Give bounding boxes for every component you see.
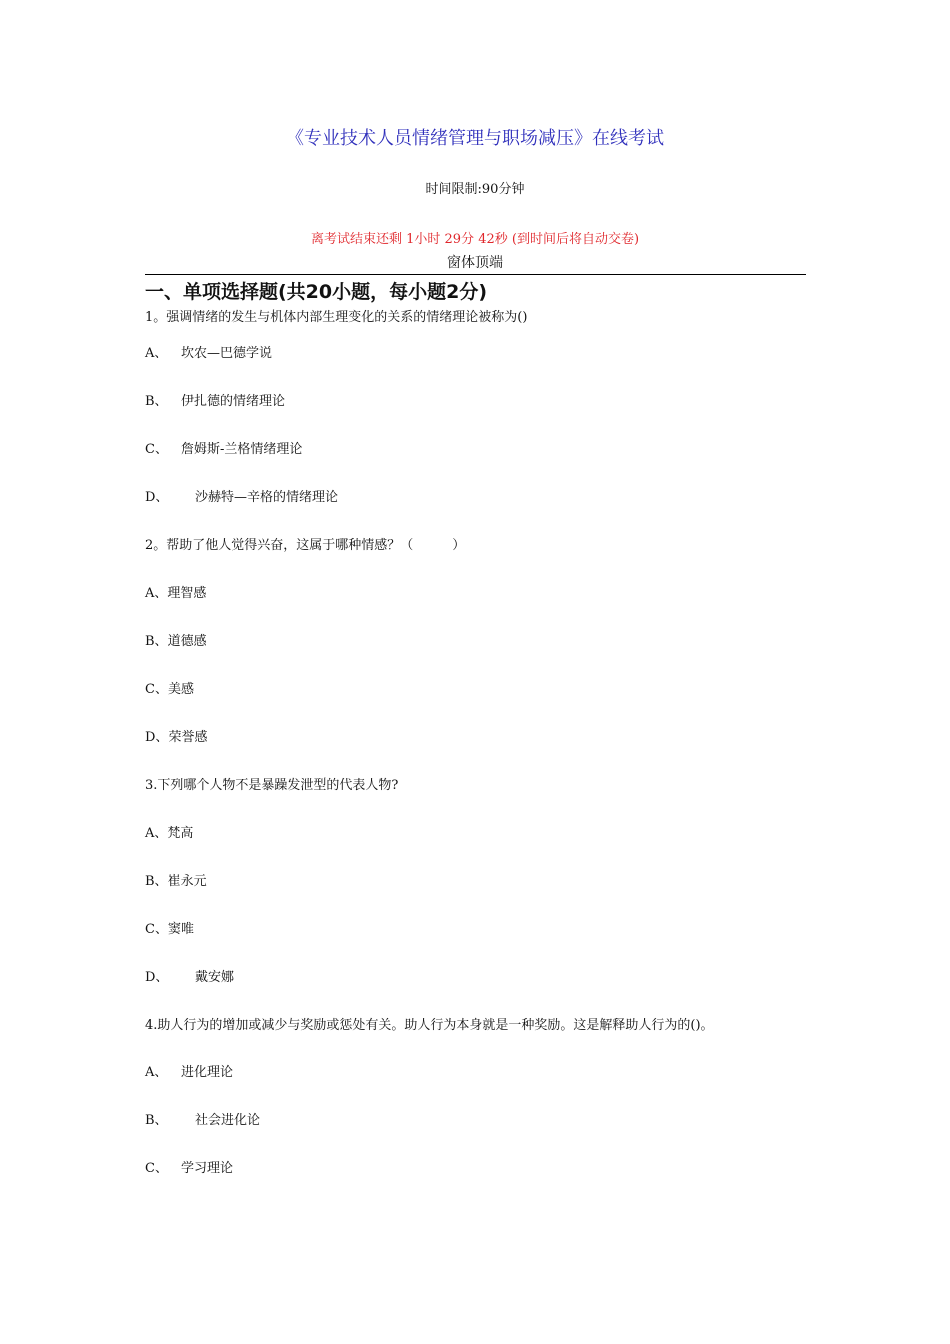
exam-title: 《专业技术人员情绪管理与职场减压》在线考试 <box>286 128 664 149</box>
option-letter: D、 <box>145 490 169 505</box>
question-2-option-d[interactable] <box>145 726 207 745</box>
option-text: 窦唯 <box>167 922 194 937</box>
option-text: 詹姆斯-兰格情绪理论 <box>181 442 303 457</box>
option-letter: C、 <box>145 1161 168 1176</box>
option-letter: B、 <box>145 1113 168 1128</box>
question-4-option-a[interactable] <box>145 1061 233 1080</box>
question-1-option-a[interactable] <box>145 342 272 361</box>
option-text: 美感 <box>167 682 194 697</box>
option-text: 荣誉感 <box>168 730 208 745</box>
question-4-text: 4.助人行为的增加或减少与奖励或惩处有关。助人行为本身就是一种奖励。这是解释助人行为的()。 <box>145 1018 714 1033</box>
option-letter: D、 <box>145 730 169 745</box>
option-letter: B、 <box>145 874 168 889</box>
question-4-option-c[interactable] <box>145 1157 233 1176</box>
question-4-option-b[interactable] <box>145 1109 260 1128</box>
option-letter: A、 <box>145 1065 168 1080</box>
option-text: 伊扎德的情绪理论 <box>181 394 286 409</box>
question-3-text: 3.下列哪个人物不是暴躁发泄型的代表人物? <box>145 778 399 793</box>
countdown-timer: 离考试结束还剩 1小时 29分 42秒 (到时间后将自动交卷) <box>310 232 640 247</box>
option-letter: A、 <box>145 586 168 601</box>
question-2-option-b[interactable] <box>145 630 207 649</box>
question-1-option-b[interactable] <box>145 390 285 409</box>
option-text: 社会进化论 <box>195 1113 261 1128</box>
form-divider <box>145 274 806 275</box>
question-2-option-a[interactable] <box>145 582 206 601</box>
option-text: 坎农—巴德学说 <box>181 346 273 361</box>
option-letter: B、 <box>145 634 168 649</box>
option-text: 道德感 <box>167 634 207 649</box>
question-3-option-c[interactable] <box>145 918 194 937</box>
question-3-option-a[interactable] <box>145 822 193 841</box>
question-3-option-d[interactable] <box>145 966 234 985</box>
option-text: 崔永元 <box>167 874 207 889</box>
time-limit: 时间限制:90分钟 <box>425 182 525 197</box>
option-text: 学习理论 <box>181 1161 234 1176</box>
option-text: 进化理论 <box>181 1065 234 1080</box>
question-1-text: 1。强调情绪的发生与机体内部生理变化的关系的情绪理论被称为() <box>145 310 528 325</box>
question-1-option-d[interactable] <box>145 486 338 505</box>
option-letter: C、 <box>145 442 168 457</box>
option-text: 梵高 <box>167 826 194 841</box>
option-letter: A、 <box>145 826 168 841</box>
option-letter: C、 <box>145 922 168 937</box>
option-letter: A、 <box>145 346 168 361</box>
option-letter: B、 <box>145 394 168 409</box>
question-3-option-b[interactable] <box>145 870 207 889</box>
option-text: 理智感 <box>167 586 207 601</box>
form-top-label: 窗体顶端 <box>447 254 503 270</box>
question-1-option-c[interactable] <box>145 438 302 457</box>
option-text: 沙赫特—辛格的情绪理论 <box>195 490 339 505</box>
option-text: 戴安娜 <box>195 970 235 985</box>
option-letter: D、 <box>145 970 169 985</box>
question-2-option-c[interactable] <box>145 678 194 697</box>
option-letter: C、 <box>145 682 168 697</box>
section-heading: 一、单项选择题(共20小题，每小题2分) <box>145 281 488 303</box>
question-2-text: 2。帮助了他人觉得兴奋，这属于哪种情感？（ ） <box>145 538 466 553</box>
